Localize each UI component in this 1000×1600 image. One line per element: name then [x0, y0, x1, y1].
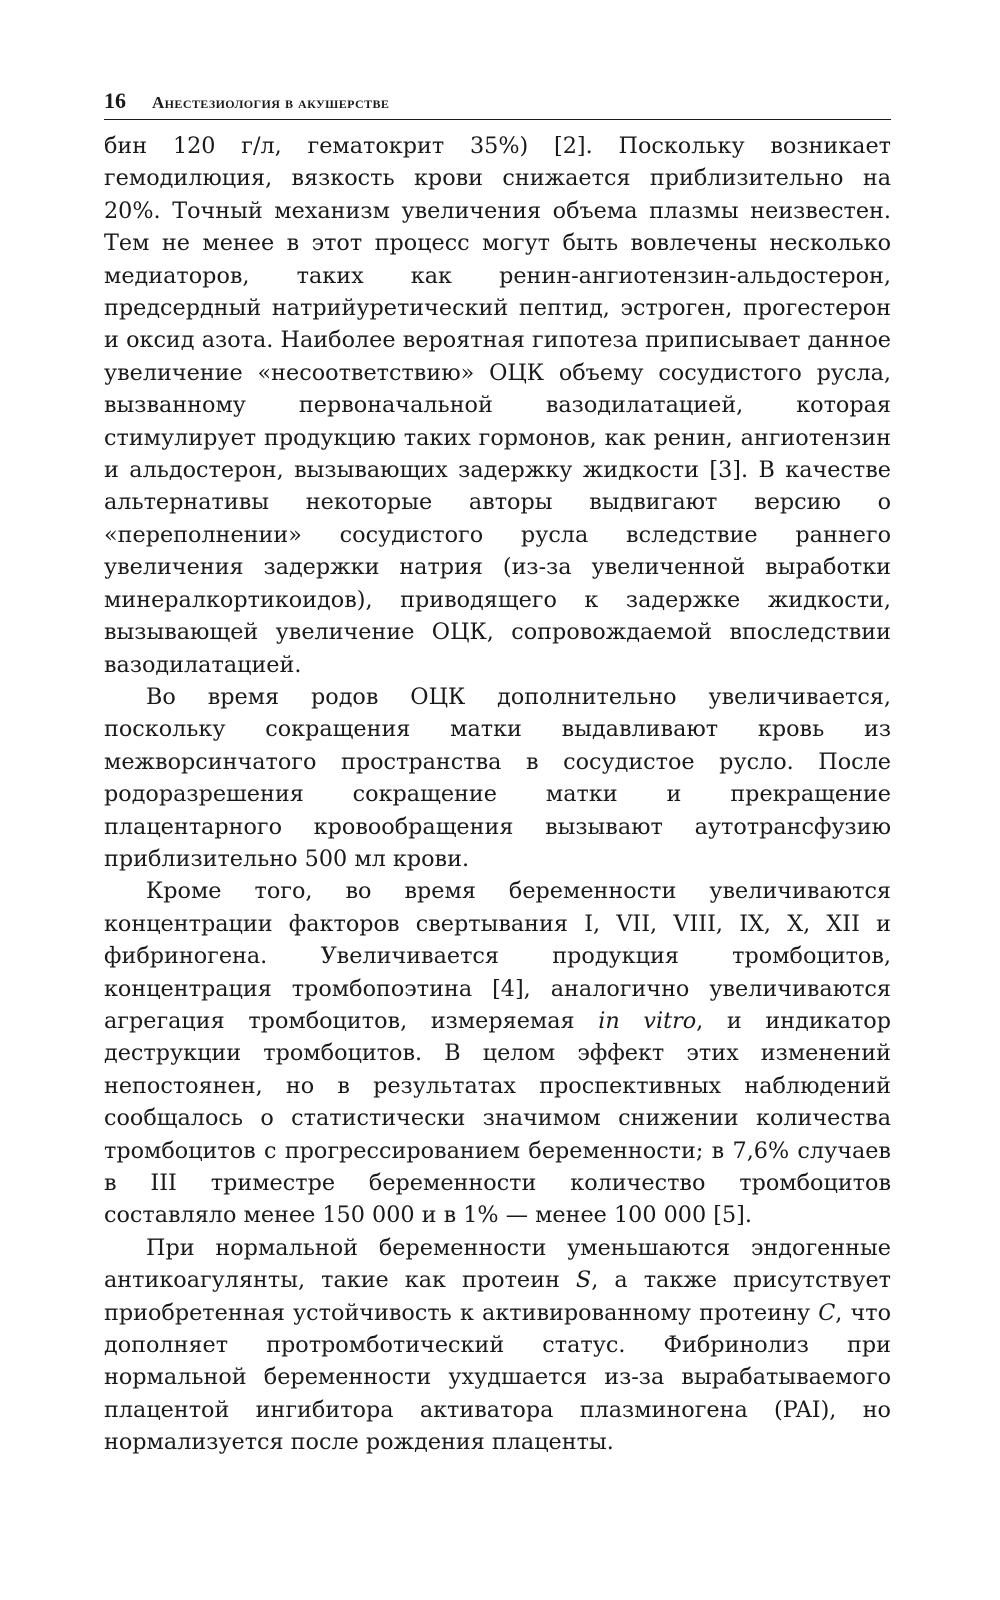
paragraph-2 — [104, 681, 891, 875]
running-header — [104, 88, 891, 120]
paragraph-2-text: Во время родов ОЦК дополнительно увеличивается, поскольку сокращения матки выдавливают кровь из межворсинчатого пространства в сосудистое русло. После родоразрешения сокращение матки и прекращение плацентарного кровообращения вызывают аутотрансфузию приблизительно 500 мл крови. — [104, 683, 891, 872]
protein-s-term: S — [575, 1267, 592, 1294]
protein-c-term: C — [818, 1299, 836, 1326]
paragraph-4-text-end: , что дополняет протромботический статус. Фибринолиз при нормальной беременности ухудшается из-за вырабатываемого плацентой ингибитора активатора плазминогена (PAI), но нормализуется после рождения плаценты. — [104, 1299, 892, 1456]
paragraph-1-text: бин 120 г/л, гематокрит 35%) [2]. Поскольку возникает гемодилюция, вязкость крови снижается приблизительно на 20%. Точный механизм увеличения объема плазмы неизвестен. Тем не менее в этот процесс могут быть вовлечены несколько медиаторов, таких как ренин-ангиотензин-альдостерон, предсердный натрийуретический пептид, эстроген, прогестерон и оксид азота. Наиболее вероятная гипотеза приписывает данное увеличение «несоответствию» ОЦК объему сосудистого русла, вызванному первоначальной вазодилатацией, которая стимулирует продукцию таких гормонов, как ренин, ангиотензин и альдостерон, вызывающих задержку жидкости [3]. В качестве альтернативы некоторые авторы выдвигают версию о «переполнении» сосудистого русла вследствие раннего увеличения задержки натрия (из-за увеличенной выработки минералкортикоидов), приводящего к задержке жидкости, вызывающей увеличение ОЦК, сопровождаемой впоследствии вазодилатацией. — [104, 133, 891, 678]
paragraph-4-text-middle: , а также присутствует приобретенная устойчивость к активированному протеину — [104, 1267, 891, 1326]
book-page — [104, 88, 891, 1459]
paragraph-4-text-start: При нормальной беременности уменьшаются эндогенные антикоагулянты, такие как протеин — [104, 1234, 891, 1294]
paragraph-4 — [104, 1232, 891, 1459]
paragraph-1 — [104, 130, 891, 681]
in-vitro-term: in vitro — [598, 1007, 697, 1034]
paragraph-3 — [104, 875, 891, 1231]
paragraph-3-text-start: Кроме того, во время беременности увеличиваются концентрации факторов свертывания I, VII, VIII, IX, X, XII и фибриногена. Увеличивается продукция тромбоцитов, концентрация тромбопоэтина [4], аналогично увеличиваются агрегация тромбоцитов, измеряемая — [104, 878, 891, 1034]
body-text — [104, 130, 891, 1459]
paragraph-3-text-end: , и индикатор деструкции тромбоцитов. В целом эффект этих изменений непостоянен, но в результатах проспективных наблюдений сообщалось о статистически значимом снижении количества тромбоцитов с прогрессированием беременности; в 7,6% случаев в III триместре беременности количество тромбоцитов составляло менее 150 000 и в 1% — менее 100 000 [5]. — [104, 1007, 891, 1229]
running-title: Анестезиология в акушерстве — [152, 93, 390, 112]
page-number: 16 — [104, 88, 126, 113]
